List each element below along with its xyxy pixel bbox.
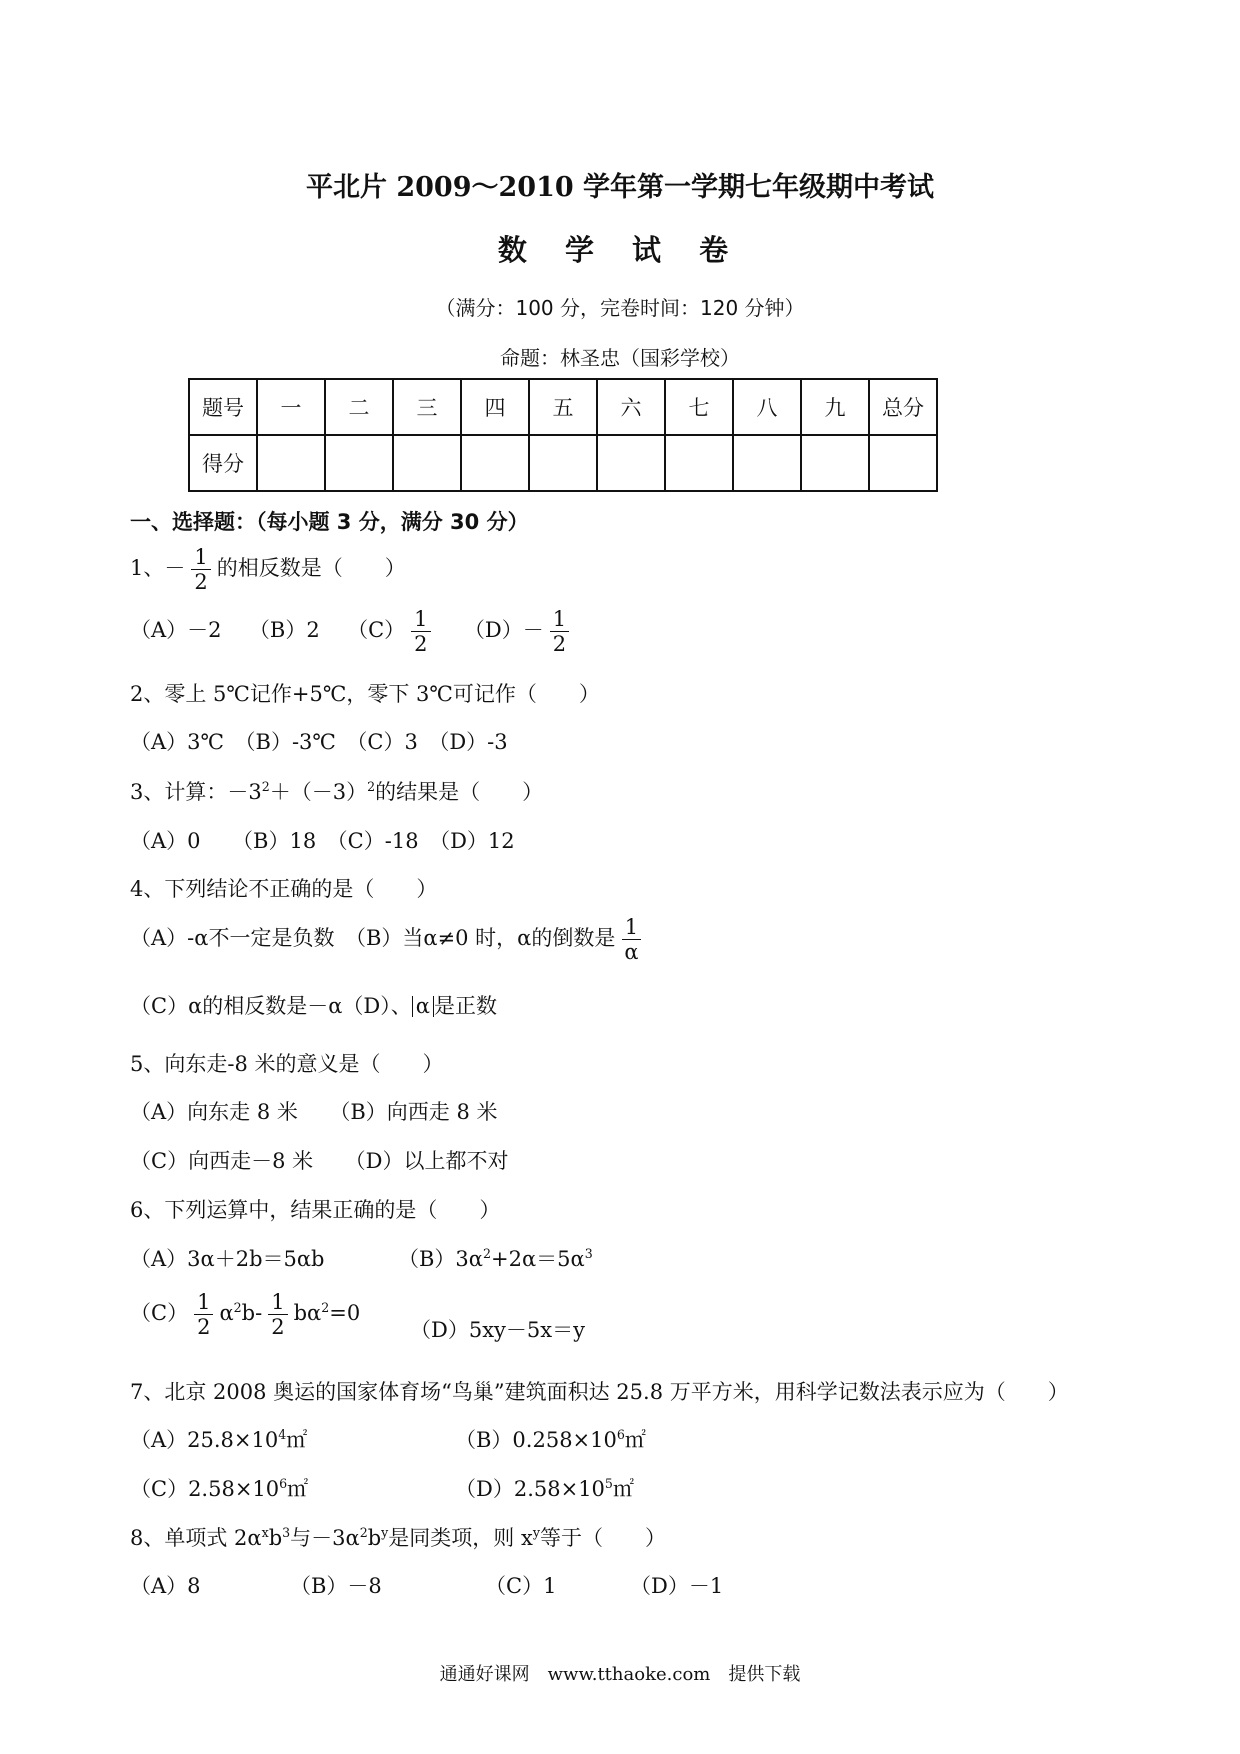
exam-subtitle: 数 学 试 卷 bbox=[497, 233, 743, 267]
question-2-options: （A）3℃ （B）-3℃ （C）3 （D）-3 bbox=[130, 730, 508, 754]
q6-opt-b-exp-1: 2 bbox=[482, 1246, 491, 1261]
q7-opt-c-exp: 6 bbox=[279, 1476, 288, 1491]
q6-opt-c-mid2: b- bbox=[241, 1301, 263, 1326]
q6-opt-c-fraction-1 bbox=[194, 1290, 213, 1339]
q6-opt-c-mid3: bα bbox=[293, 1301, 322, 1326]
score-cell[interactable] bbox=[257, 435, 325, 491]
score-header-cell: 七 bbox=[665, 379, 733, 435]
q7-opt-a-exp: 4 bbox=[278, 1427, 287, 1442]
question-7-option-a bbox=[130, 1424, 307, 1454]
q7-opt-c-unit: ㎡ bbox=[287, 1477, 309, 1501]
q6-opt-c-end: =0 bbox=[329, 1301, 361, 1326]
q1-option-b: （B）2 bbox=[248, 618, 320, 643]
q7-opt-c-text: （C）2.58×10 bbox=[130, 1477, 280, 1501]
q1-opt-d-den: 2 bbox=[552, 632, 567, 657]
q6-opt-c-den2: 2 bbox=[271, 1315, 285, 1340]
q8-text-d: b bbox=[367, 1526, 382, 1550]
question-4-options-cd bbox=[130, 990, 497, 1020]
question-2: 2、零上 5℃记作+5℃，零下 3℃可记作（ ） bbox=[130, 682, 600, 706]
q3-text-a: 3、计算：－3 bbox=[130, 780, 262, 804]
q7-opt-b-unit: ㎡ bbox=[624, 1428, 646, 1452]
score-header-cell: 五 bbox=[529, 379, 597, 435]
question-5-options-ab: （A）向东走 8 米 （B）向西走 8 米 bbox=[130, 1100, 498, 1124]
q6-opt-c-mid: α bbox=[219, 1301, 234, 1326]
score-cell[interactable] bbox=[869, 435, 937, 491]
score-header-cell: 八 bbox=[733, 379, 801, 435]
question-6-option-b bbox=[398, 1243, 593, 1273]
question-5: 5、向东走-8 米的意义是（ ） bbox=[130, 1052, 444, 1076]
exam-info: （满分：100 分，完卷时间：120 分钟） bbox=[435, 296, 805, 320]
question-4: 4、下列结论不正确的是（ ） bbox=[130, 877, 438, 901]
exam-author: 命题：林圣忠（国彩学校） bbox=[500, 346, 740, 370]
question-7: 7、北京 2008 奥运的国家体育场“鸟巢”建筑面积达 25.8 万平方米，用科学记数法表示应为（ ） bbox=[130, 1380, 1069, 1404]
q6-opt-c-exp-2: 2 bbox=[321, 1300, 330, 1316]
q7-opt-a-unit: ㎡ bbox=[286, 1428, 308, 1452]
score-table-header-row bbox=[189, 379, 937, 435]
q4-fraction bbox=[621, 915, 641, 964]
score-header-cell: 一 bbox=[257, 379, 325, 435]
q6-opt-c-num1: 1 bbox=[194, 1290, 213, 1315]
question-8-option-c: （C）1 bbox=[485, 1574, 557, 1598]
q1-prefix: 1、－ bbox=[130, 556, 186, 581]
section-heading: 一、选择题：（每小题 3 分，满分 30 分） bbox=[130, 510, 529, 534]
score-header-cell: 三 bbox=[393, 379, 461, 435]
score-cell[interactable] bbox=[529, 435, 597, 491]
score-header-cell: 总分 bbox=[869, 379, 937, 435]
question-1-options bbox=[130, 607, 575, 656]
q7-opt-d-text: （D）2.58×10 bbox=[455, 1477, 605, 1501]
q1-fraction bbox=[191, 545, 210, 594]
q8-text-a: 8、单项式 2α bbox=[130, 1526, 262, 1550]
exam-title: 平北片 2009～2010 学年第一学期七年级期中考试 bbox=[305, 172, 935, 203]
q1-opt-d-num: 1 bbox=[550, 607, 569, 632]
q4-option-ab-text: （A）-α不一定是负数 （B）当α≠0 时，α的倒数是 bbox=[130, 926, 616, 951]
question-8-option-d: （D）－1 bbox=[630, 1574, 724, 1598]
q8-text-f: 等于（ ） bbox=[539, 1526, 666, 1550]
q8-exp-5: y bbox=[532, 1525, 540, 1540]
question-6-option-a: （A）3α＋2b＝5αb bbox=[130, 1247, 325, 1271]
question-7-option-c bbox=[130, 1473, 308, 1503]
score-header-cell: 六 bbox=[597, 379, 665, 435]
q1-option-c: （C） bbox=[347, 618, 406, 643]
question-6: 6、下列运算中，结果正确的是（ ） bbox=[130, 1198, 501, 1222]
q4-option-cd-suffix: 是正数 bbox=[433, 994, 497, 1018]
q6-opt-c-exp-1: 2 bbox=[233, 1300, 242, 1316]
q6-opt-c-label: （C） bbox=[130, 1301, 189, 1326]
score-row-label: 得分 bbox=[189, 435, 257, 491]
q8-exp-2: 3 bbox=[282, 1525, 291, 1540]
q6-opt-c-den1: 2 bbox=[197, 1315, 211, 1340]
q3-exponent-1: 2 bbox=[261, 779, 270, 794]
q7-opt-b-exp: 6 bbox=[616, 1427, 625, 1442]
score-header-cell: 四 bbox=[461, 379, 529, 435]
question-7-option-d bbox=[455, 1473, 634, 1503]
q6-opt-c-fraction-2 bbox=[268, 1290, 287, 1339]
q8-text-b: b bbox=[268, 1526, 283, 1550]
q8-text-c: 与－3α bbox=[290, 1526, 360, 1550]
q1-option-a: （A）－2 bbox=[130, 618, 222, 643]
q4-absolute-value: α bbox=[412, 996, 434, 1017]
q8-text-e: 是同类项，则 x bbox=[388, 1526, 533, 1550]
score-header-cell: 二 bbox=[325, 379, 393, 435]
q7-opt-a-text: （A）25.8×10 bbox=[130, 1428, 279, 1452]
q6-opt-b-exp-2: 3 bbox=[584, 1246, 593, 1261]
question-8 bbox=[130, 1522, 666, 1552]
q8-exp-3: 2 bbox=[359, 1525, 368, 1540]
score-cell[interactable] bbox=[325, 435, 393, 491]
score-cell[interactable] bbox=[665, 435, 733, 491]
question-6-option-c bbox=[130, 1290, 360, 1339]
q1-frac-num: 1 bbox=[191, 545, 210, 570]
footer-text: 通通好课网 www.tthaoke.com 提供下载 bbox=[439, 1664, 801, 1685]
q4-frac-num: 1 bbox=[622, 915, 641, 940]
q6-opt-c-num2: 1 bbox=[268, 1290, 287, 1315]
q3-text-c: 的结果是（ ） bbox=[375, 780, 544, 804]
score-cell[interactable] bbox=[733, 435, 801, 491]
question-5-options-cd: （C）向西走－8 米 （D）以上都不对 bbox=[130, 1149, 509, 1173]
score-cell[interactable] bbox=[461, 435, 529, 491]
q7-opt-d-exp: 5 bbox=[604, 1476, 613, 1491]
question-8-option-b: （B）－8 bbox=[290, 1574, 382, 1598]
score-table bbox=[188, 378, 938, 492]
question-4-options-ab bbox=[130, 915, 648, 964]
question-8-option-a: （A）8 bbox=[130, 1574, 201, 1598]
q1-opt-c-den: 2 bbox=[414, 632, 428, 657]
q4-frac-den: α bbox=[624, 940, 639, 965]
q4-option-cd-text: （C）α的相反数是－α（D）、 bbox=[130, 994, 412, 1018]
question-3 bbox=[130, 776, 543, 806]
question-1 bbox=[130, 545, 406, 594]
q6-opt-b-text-b: +2α＝5α bbox=[491, 1247, 585, 1271]
score-table-score-row bbox=[189, 435, 937, 491]
score-cell[interactable] bbox=[801, 435, 869, 491]
q7-opt-d-unit: ㎡ bbox=[612, 1477, 634, 1501]
score-cell[interactable] bbox=[597, 435, 665, 491]
question-6-option-d: （D）5xy－5x＝y bbox=[410, 1318, 585, 1342]
q1-suffix: 的相反数是（ ） bbox=[216, 556, 406, 581]
score-header-cell: 九 bbox=[801, 379, 869, 435]
q1-option-d: （D）－ bbox=[463, 618, 544, 643]
score-header-cell: 题号 bbox=[189, 379, 257, 435]
q3-exponent-2: 2 bbox=[367, 779, 376, 794]
q3-text-b: ＋（－3） bbox=[269, 780, 368, 804]
score-cell[interactable] bbox=[393, 435, 461, 491]
q8-exp-1: x bbox=[261, 1525, 269, 1540]
q1-frac-den: 2 bbox=[194, 570, 208, 595]
q1-option-d-fraction bbox=[550, 607, 569, 656]
question-7-option-b bbox=[455, 1424, 646, 1454]
question-3-options: （A）0 （B）18 （C）-18 （D）12 bbox=[130, 829, 515, 853]
q7-opt-b-text: （B）0.258×10 bbox=[455, 1428, 617, 1452]
q6-opt-b-text-a: （B）3α bbox=[398, 1247, 483, 1271]
q1-opt-c-num: 1 bbox=[411, 607, 430, 632]
q8-exp-4: y bbox=[381, 1525, 389, 1540]
q1-option-c-fraction bbox=[411, 607, 430, 656]
